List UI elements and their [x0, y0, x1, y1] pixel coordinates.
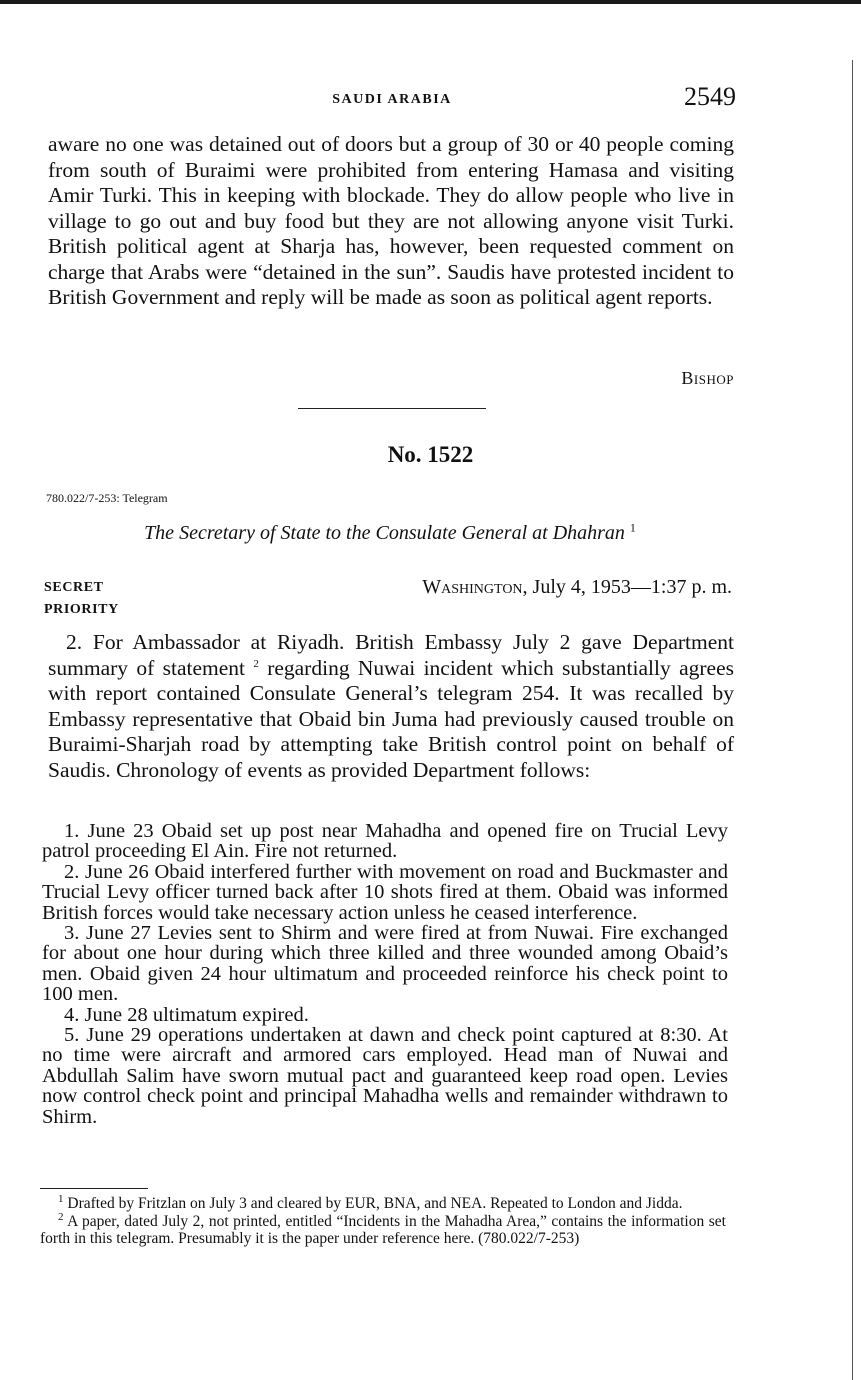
- document-title-text: The Secretary of State to the Consulate General at Dhahran: [144, 522, 625, 544]
- classification-priority: PRIORITY: [44, 602, 119, 617]
- top-border: [0, 0, 861, 4]
- main-paragraph: [48, 630, 734, 783]
- document-title: [0, 522, 780, 545]
- main-paragraph-part2: regarding Nuwai incident which substantially agrees with report contained Consulate General’s telegram 254. It was recalled by Embassy representative that Obaid bin Juma had previously caused trouble on Buraimi-Sharjah road by attempting take British control point on behalf of Saudis. Chronology of events as provided Department follows:: [48, 655, 734, 782]
- document-number: No. 1522: [387, 442, 474, 467]
- chronology-item: 1. June 23 Obaid set up post near Mahadha and opened fire on Trucial Levy patrol proceeding El Ain. Fire not returned.: [42, 820, 728, 863]
- chronology-item: 5. June 29 operations undertaken at dawn and check point captured at 8:30. At no time were aircraft and armored cars employed. Head man of Nuwai and Abdullah Salim have sworn mutual pact and guaranteed keep road open. Levies now control check point and principal Mahadha wells and remainder withdrawn to Shirm.: [42, 1024, 728, 1128]
- dateline: [422, 576, 732, 599]
- classification-secret: SECRET: [44, 580, 104, 595]
- section-divider: [298, 408, 486, 409]
- footnote-mark: 2: [58, 1210, 64, 1223]
- right-edge-line: [852, 60, 853, 1380]
- footnote-text: A paper, dated July 2, not printed, entitled “Incidents in the Mahadha Area,” contains the information set forth in this telegram. Presumably it is the paper under reference here. (780.022/7-253): [40, 1212, 726, 1247]
- footnotes: [40, 1192, 726, 1248]
- footnote-divider: [40, 1188, 148, 1189]
- footnote-ref-2: 2: [253, 657, 259, 670]
- chronology-item: 2. June 26 Obaid interfered further with movement on road and Buckmaster and Trucial Levy officer turned back after 10 shots fired at them. Obaid was informed British forces would take necessary action unless he ceased interference.: [42, 860, 728, 924]
- continuation-paragraph: aware no one was detained out of doors but a group of 30 or 40 people coming from south of Buraimi were prohibited from entering Hamasa and visiting Amir Turki. This in keeping with blockade. They do allow people who live in village to go out and buy food but they are not allowing anyone visit Turki. British political agent at Sharja has, however, been requested comment on charge that Arabs were “detained in the sun”. Saudis have protested incident to British Government and reply will be made as soon as political agent reports.: [48, 132, 734, 309]
- page-header: [48, 82, 736, 116]
- footnote-mark: 1: [58, 1192, 64, 1205]
- dateline-place: Washington,: [422, 576, 528, 598]
- signature: Bishop: [681, 368, 734, 388]
- page-number: 2549: [684, 82, 736, 111]
- dateline-date: July 4, 1953—1:37 p. m.: [532, 576, 732, 598]
- footnote-ref-1: 1: [629, 520, 636, 535]
- chronology-item: 3. June 27 Levies sent to Shirm and were fired at from Nuwai. Fire exchanged for about one hour during which three killed and three wounded among Obaid’s men. Obaid given 24 hour ultimatum and proceeded reinforce his check point to 100 men.: [42, 922, 728, 1006]
- footnote: [40, 1192, 726, 1213]
- footnote: [40, 1210, 726, 1248]
- chronology-item: 4. June 28 ultimatum expired.: [64, 1003, 309, 1026]
- running-head: SAUDI ARABIA: [332, 92, 452, 107]
- file-reference: 780.022/7-253: Telegram: [46, 491, 168, 505]
- chronology-list: [42, 821, 728, 1127]
- main-paragraph-part1: 2. For Ambassador at Riyadh. British Embassy July 2 gave Department summary of statement: [48, 630, 734, 680]
- footnote-text: Drafted by Fritzlan on July 3 and cleared by EUR, BNA, and NEA. Repeated to London and Jidda.: [67, 1195, 683, 1212]
